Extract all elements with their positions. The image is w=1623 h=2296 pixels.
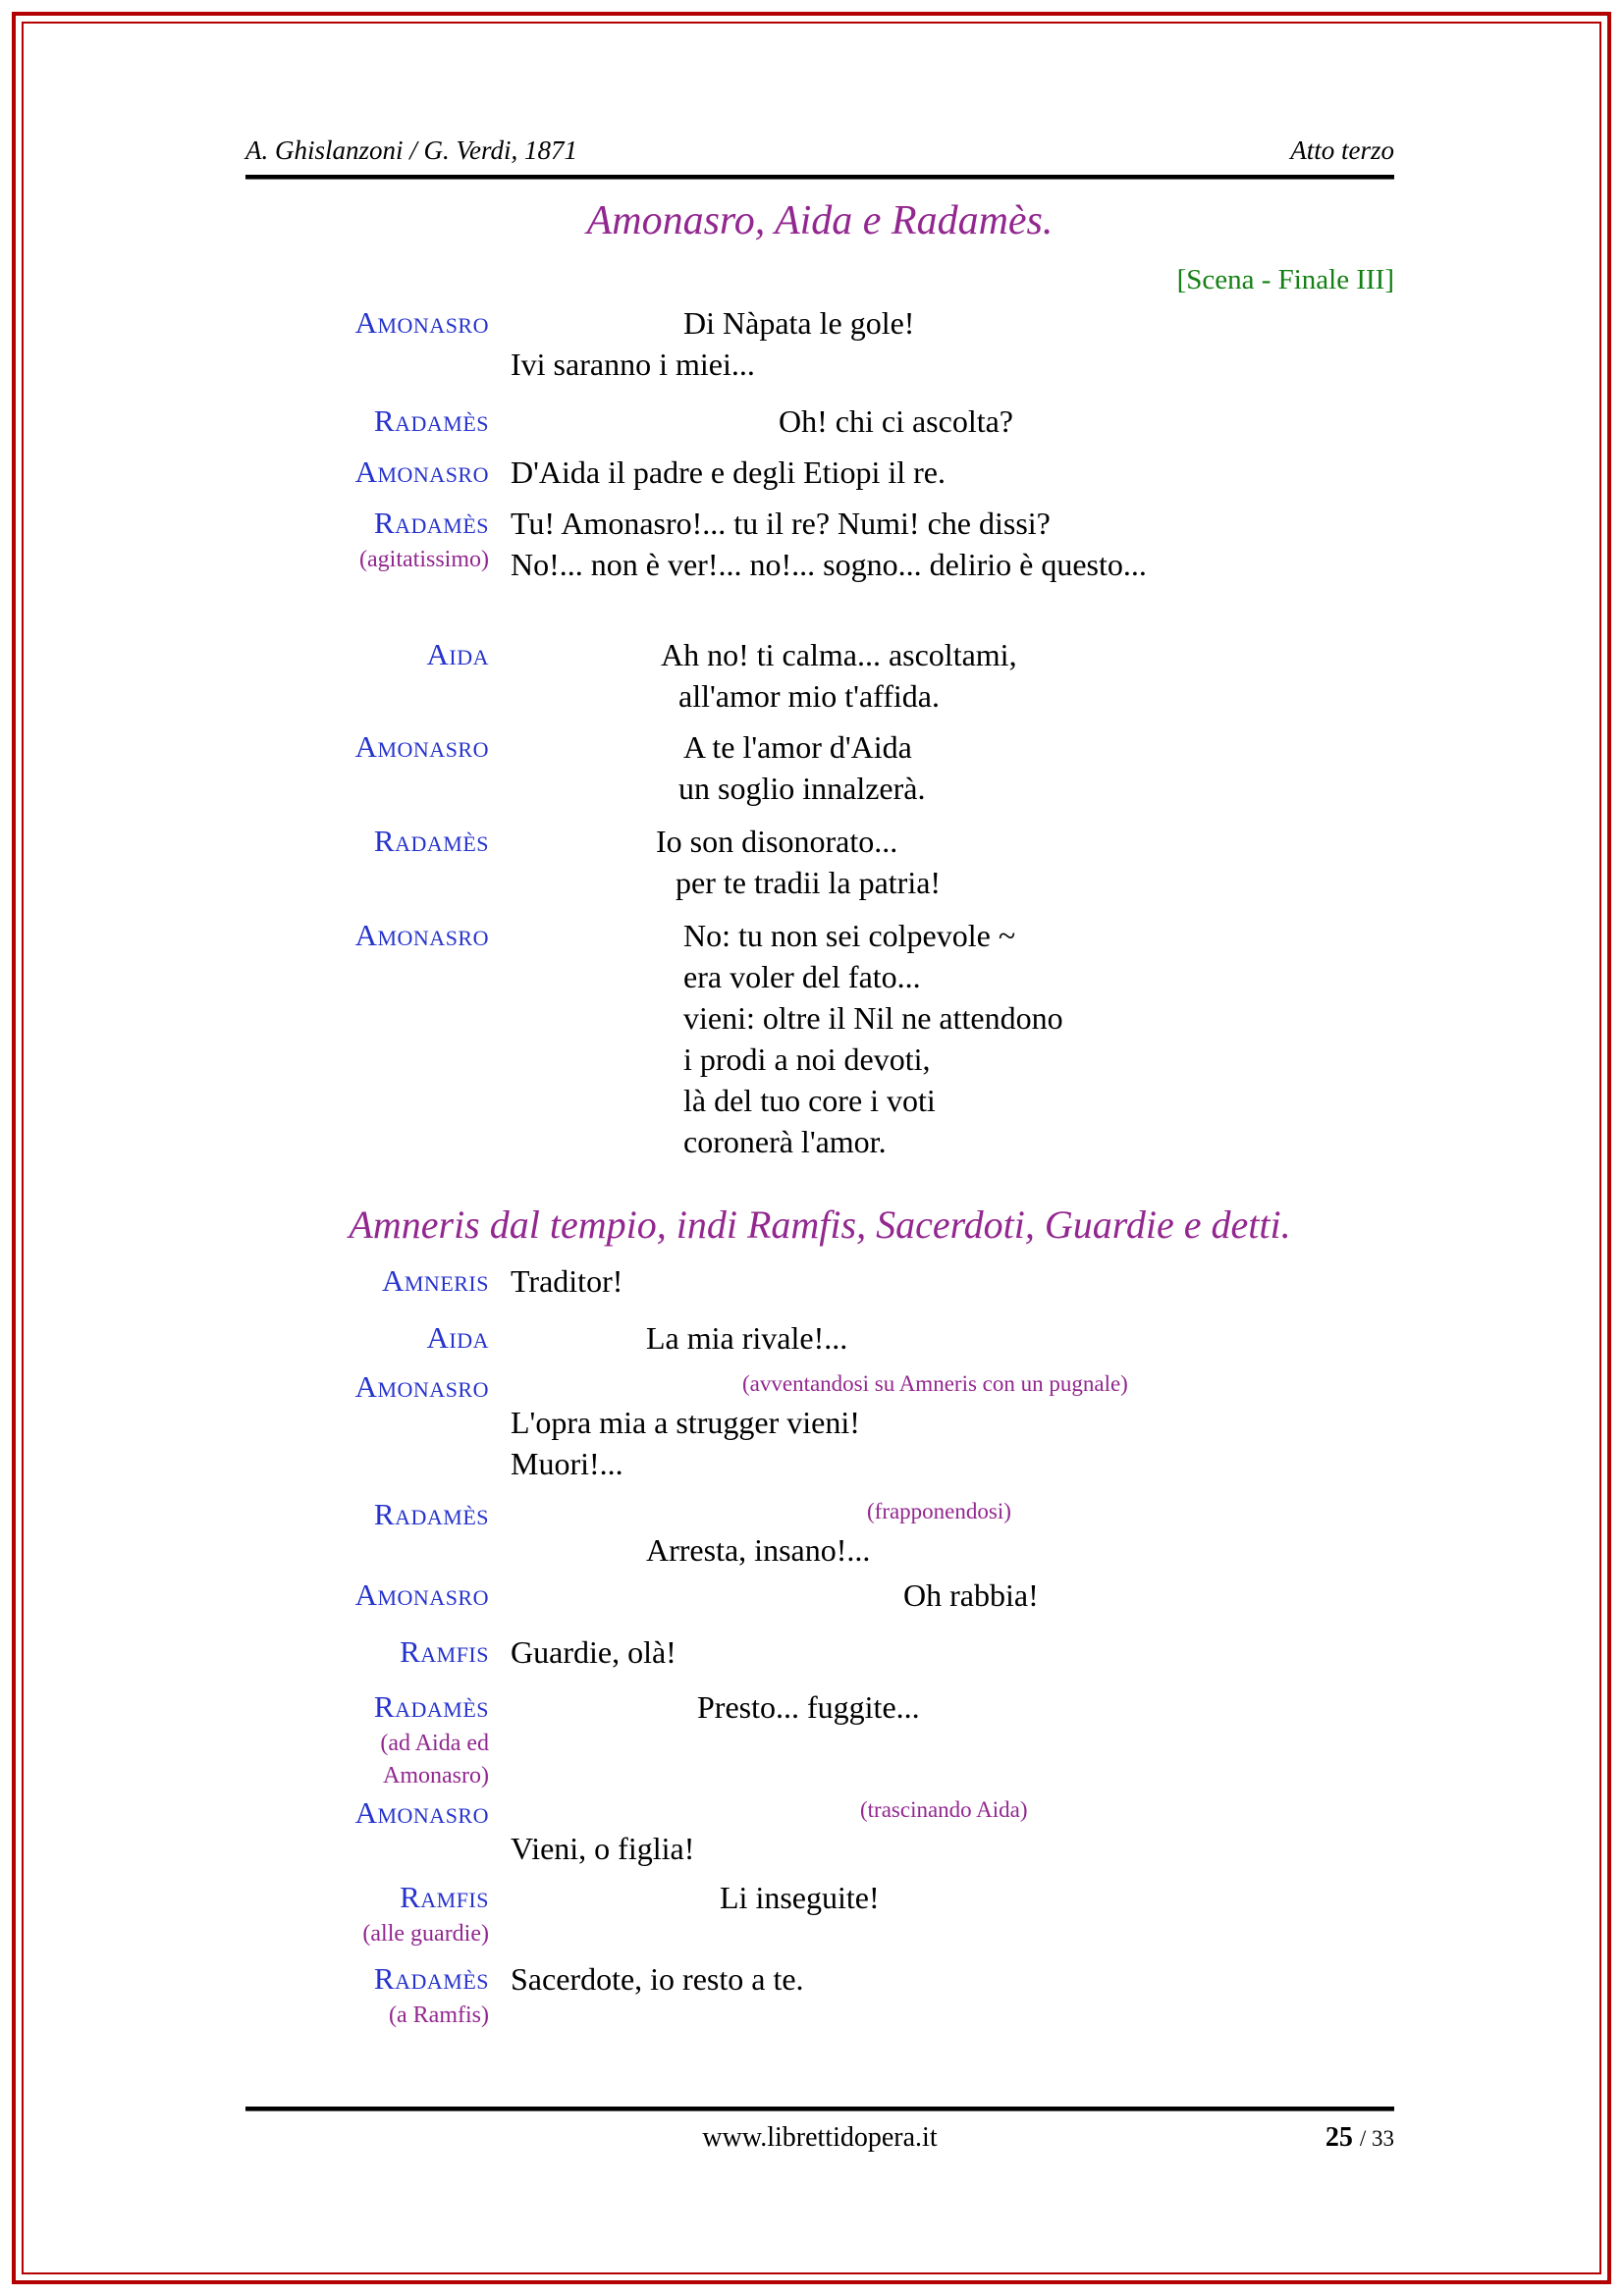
speaker-stage-direction: (agitatissimo) [359, 547, 489, 572]
verse-line: Muori!... [511, 1446, 623, 1481]
verse-line: Traditor! [511, 1263, 623, 1299]
verse-line: L'opra mia a strugger vieni! [511, 1405, 860, 1440]
page-footer [245, 2120, 1394, 2156]
stage-direction: (trascinando Aida) [860, 1797, 1028, 1822]
verse-line: un soglio innalzerà. [678, 771, 926, 806]
verse-line: Sacerdote, io resto a te. [511, 1961, 804, 1997]
dialogue-block [196, 1260, 1394, 1302]
verse-line: coronerà l'amor. [683, 1124, 887, 1159]
verse-column [511, 821, 1394, 903]
speaker-name: Amonasro [354, 918, 489, 952]
speaker-name: Radamès [373, 1497, 489, 1531]
header-rule [245, 175, 1394, 180]
verse-column [511, 1575, 1394, 1616]
speaker-name: Aida [426, 1320, 489, 1355]
dialogue-block [196, 1366, 1394, 1484]
verse-column [511, 1366, 1394, 1484]
speaker-name: Amonasro [354, 305, 489, 340]
verse-column [511, 1792, 1394, 1869]
dialogue-block [196, 503, 1394, 585]
verse-line: La mia rivale!... [646, 1320, 848, 1356]
verse-line: all'amor mio t'affida. [678, 678, 940, 714]
verse-line: Oh rabbia! [903, 1577, 1039, 1613]
header-act: Atto terzo [1290, 135, 1394, 165]
speaker-name: Radamès [373, 824, 489, 858]
dialogue-block [196, 1958, 1394, 2032]
dialogue-block [196, 1317, 1394, 1359]
speaker-column [196, 1260, 489, 1302]
speaker-name: Amonasro [354, 729, 489, 764]
verse-column [511, 1494, 1394, 1571]
speaker-name: Amonasro [354, 454, 489, 489]
dialogue-block [196, 1877, 1394, 1950]
dialogue-block [196, 915, 1394, 1162]
speaker-column [196, 1792, 489, 1834]
verse-column [511, 1686, 1394, 1728]
speaker-stage-direction: (a Ramfis) [389, 2002, 489, 2028]
verse-column [511, 915, 1394, 1162]
verse-column [511, 1958, 1394, 2000]
stage-direction: (frapponendosi) [867, 1499, 1011, 1523]
speaker-column [196, 1877, 489, 1950]
dialogue-block [196, 1494, 1394, 1571]
dialogue-area [196, 194, 1394, 2032]
speaker-column [196, 302, 489, 344]
verse-column [511, 452, 1394, 493]
speaker-name: Aida [426, 637, 489, 671]
dialogue-block [196, 821, 1394, 903]
verse-line: Ivi saranno i miei... [511, 347, 755, 382]
verse-line: D'Aida il padre e degli Etiopi il re. [511, 454, 946, 490]
verse-line: là del tuo core i voti [683, 1083, 936, 1118]
verse-column [511, 1877, 1394, 1918]
verse-line: Di Nàpata le gole! [683, 305, 915, 341]
speaker-column [196, 726, 489, 768]
verse-line: era voler del fato... [683, 959, 921, 994]
speaker-stage-direction: Amonasro) [383, 1763, 489, 1789]
footer-site-link[interactable]: www.librettidopera.it [702, 2122, 938, 2153]
dialogue-block [196, 1631, 1394, 1673]
verse-line: Arresta, insano!... [646, 1532, 871, 1568]
speaker-name: Ramfis [400, 1880, 489, 1914]
verse-line: vieni: oltre il Nil ne attendono [683, 1000, 1063, 1036]
page-header [245, 133, 1394, 167]
speaker-name: Radamès [373, 506, 489, 540]
verse-line: Oh! chi ci ascolta? [779, 403, 1013, 439]
speaker-column [196, 1575, 489, 1616]
dialogue-block [196, 726, 1394, 809]
verse-line: Guardie, olà! [511, 1634, 676, 1670]
stage-direction: (avventandosi su Amneris con un pugnale) [742, 1371, 1128, 1396]
speaker-stage-direction: (alle guardie) [362, 1921, 489, 1947]
speaker-stage-direction: (ad Aida ed [380, 1731, 489, 1756]
verse-line: per te tradii la patria! [676, 865, 942, 900]
verse-column [511, 302, 1394, 385]
verse-line: No: tu non sei colpevole ~ [683, 918, 1016, 953]
verse-line: Io son disonorato... [656, 824, 898, 859]
page-number [1325, 2120, 1394, 2157]
scene-reference: [Scena - Finale III] [1176, 264, 1394, 295]
speaker-column [196, 821, 489, 862]
verse-line: Presto... fuggite... [697, 1689, 920, 1725]
speaker-name: Radamès [373, 1961, 489, 1996]
dialogue-block [196, 400, 1394, 442]
speaker-column [196, 1958, 489, 2032]
scene-title: Amonasro, Aida e Radamès. [586, 198, 1054, 243]
speaker-name: Ramfis [400, 1634, 489, 1669]
verse-line: i prodi a noi devoti, [683, 1041, 931, 1077]
verse-line: No!... non è ver!... no!... sogno... delirio è questo... [511, 547, 1147, 582]
page-number-total: / 33 [1359, 2126, 1394, 2151]
verse-column [511, 1631, 1394, 1673]
verse-column [511, 503, 1394, 585]
verse-line: Tu! Amonasro!... tu il re? Numi! che dissi? [511, 506, 1051, 541]
verse-line: A te l'amor d'Aida [683, 729, 912, 765]
verse-line: Li inseguite! [720, 1880, 880, 1915]
speaker-column [196, 634, 489, 675]
dialogue-block [196, 1792, 1394, 1869]
speaker-name: Amonasro [354, 1577, 489, 1612]
speaker-column [196, 1366, 489, 1408]
verse-line: Vieni, o figlia! [511, 1831, 695, 1866]
verse-line: Ah no! ti calma... ascoltami, [661, 637, 1017, 672]
speaker-name: Amonasro [354, 1795, 489, 1830]
speaker-column [196, 1317, 489, 1359]
page-number-current: 25 [1325, 2122, 1353, 2153]
speaker-column [196, 1686, 489, 1792]
speaker-column [196, 400, 489, 442]
dialogue-block [196, 452, 1394, 493]
footer-rule [245, 2107, 1394, 2111]
verse-column [511, 634, 1394, 717]
verse-column [511, 400, 1394, 442]
dialogue-block [196, 1575, 1394, 1616]
verse-column [511, 1260, 1394, 1302]
speaker-column [196, 452, 489, 493]
dialogue-block [196, 1686, 1394, 1792]
speaker-column [196, 915, 489, 956]
speaker-column [196, 503, 489, 576]
dialogue-block [196, 302, 1394, 385]
speaker-column [196, 1494, 489, 1535]
speaker-column [196, 1631, 489, 1673]
dialogue-block [196, 634, 1394, 717]
header-author: A. Ghislanzoni / G. Verdi, 1871 [245, 135, 578, 165]
speaker-name: Radamès [373, 1689, 489, 1724]
verse-column [511, 726, 1394, 809]
verse-column [511, 1317, 1394, 1359]
speaker-name: Amonasro [354, 1369, 489, 1404]
speaker-name: Radamès [373, 403, 489, 438]
section-title: Amneris dal tempio, indi Ramfis, Sacerdoti, Guardie e detti. [349, 1202, 1291, 1247]
speaker-name: Amneris [381, 1263, 489, 1298]
